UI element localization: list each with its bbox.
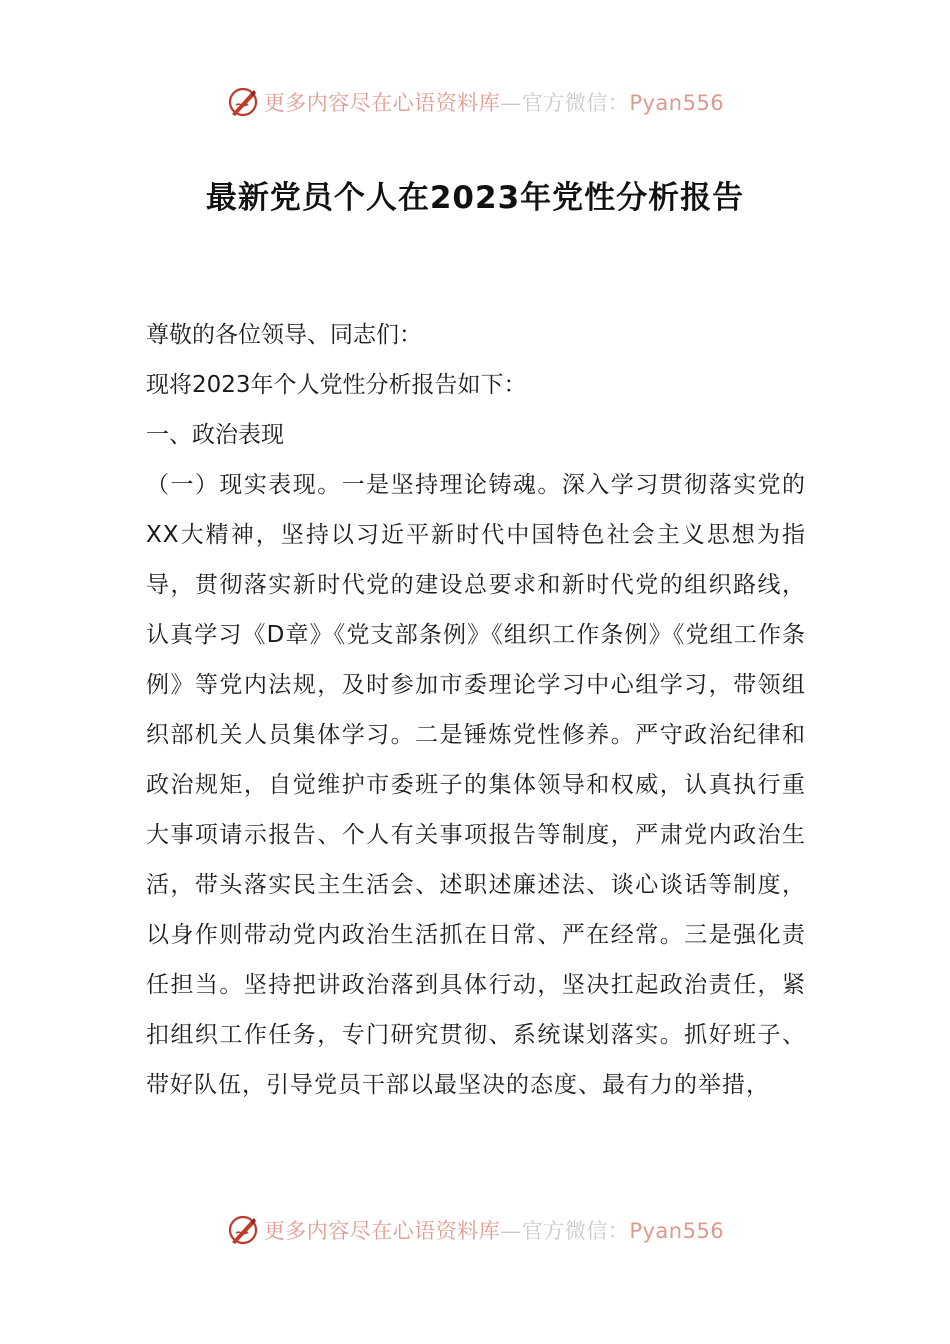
banner-separator: — bbox=[500, 1219, 522, 1243]
banner-brand: 更多内容尽在心语资料库 bbox=[263, 1219, 501, 1243]
pen-logo-icon bbox=[226, 1213, 260, 1247]
banner-separator: — bbox=[500, 91, 522, 115]
footer-watermark-banner bbox=[0, 1208, 950, 1252]
banner-official-label: 官方微信： bbox=[521, 91, 630, 115]
document-title: 最新党员个人在2023年党性分析报告 bbox=[205, 180, 745, 216]
section-heading: 一、政治表现 bbox=[146, 422, 284, 448]
banner-official-label: 官方微信： bbox=[521, 1219, 630, 1243]
header-watermark-banner bbox=[0, 80, 950, 124]
banner-wechat-id: Pyan556 bbox=[629, 1219, 725, 1243]
section-paragraph: （一）现实表现。一是坚持理论铸魂。深入学习贯彻落实党的XX大精神，坚持以习近平新时代中国特色社会主义思想为指导，贯彻落实新时代党的建设总要求和新时代党的组织路线，认真学习《D章》《党支部条例》《组织工作条例》《党组工作条例》等党内法规，及时参加市委理论学习中心组学习，带领组织部机关人员集体学习。二是锤炼党性修养。严守政治纪律和政治规矩，自觉维护市委班子的集体领导和权威，认真执行重大事项请示报告、个人有关事项报告等制度，严肃党内政治生活，带头落实民主生活会、述职述廉述法、谈心谈话等制度，以身作则带动党内政治生活抓在日常、严在经常。三是强化责任担当。坚持把讲政治落到具体行动，坚决扛起政治责任，紧扣组织工作任务，专门研究贯彻、系统谋划落实。抓好班子、带好队伍，引导党员干部以最坚决的态度、最有力的举措， bbox=[146, 472, 806, 1098]
banner-wechat-id: Pyan556 bbox=[629, 91, 725, 115]
banner-text bbox=[264, 1215, 724, 1245]
banner-brand: 更多内容尽在心语资料库 bbox=[263, 91, 501, 115]
pen-logo-icon bbox=[226, 85, 260, 119]
document-body bbox=[146, 310, 806, 1110]
banner-text bbox=[264, 87, 724, 117]
greeting-line: 尊敬的各位领导、同志们： bbox=[146, 322, 422, 348]
intro-line: 现将2023年个人党性分析报告如下： bbox=[146, 372, 527, 398]
